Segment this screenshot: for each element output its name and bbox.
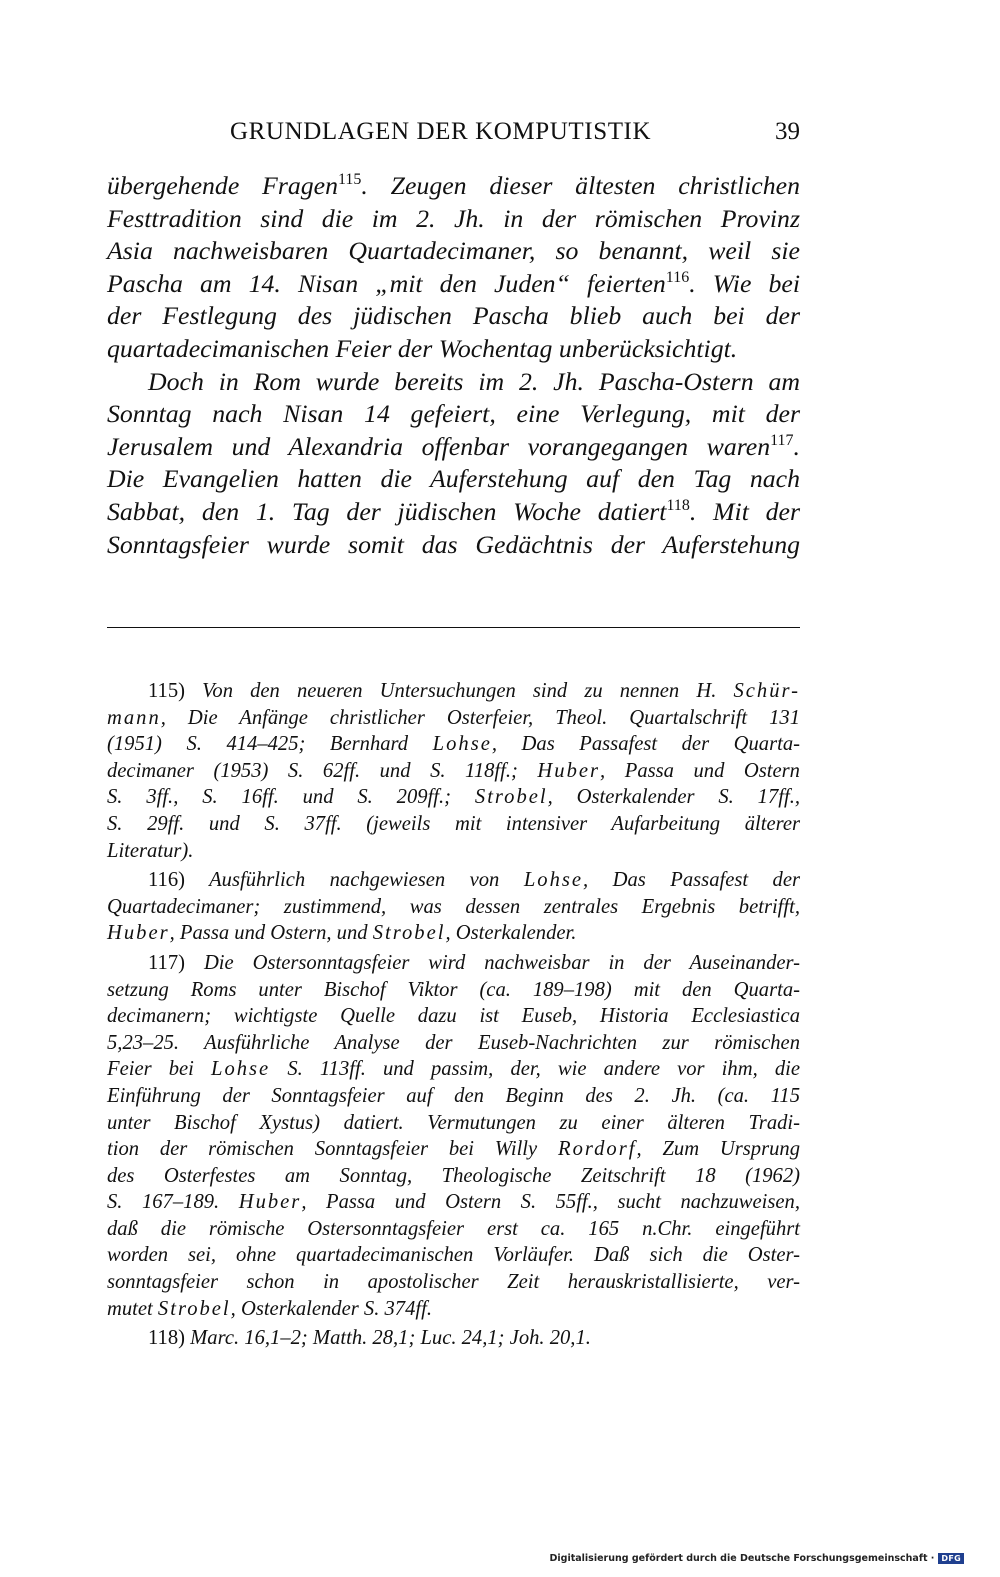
credit-text: Digitalisierung gefördert durch die Deutsche Forschungsgemeinschaft · [549, 1553, 935, 1564]
footnote-117-line: setzung Roms unter Bischof Viktor (ca. 189–198) mit den Quarta- [107, 978, 800, 1001]
text-line: der Festlegung des jüdischen Pascha blieb auch bei der [107, 301, 800, 331]
text-line: übergehende Fragen$^{115}$. Zeugen dieser ältesten christlichen [107, 171, 800, 200]
footnote-117-line: sonntagsfeier schon in apostolischer Zeit herauskristallisierte, ver- [107, 1271, 800, 1294]
footnote-115-line: 115) Von den neueren Untersuchungen sind zu nennen H. Schür- [148, 680, 800, 702]
author-name: Strobel [372, 922, 446, 945]
text-line: Sabbat, den 1. Tag der jüdischen Woche datiert$^{118}$. Mit der [107, 496, 801, 526]
footnote-117-line: S. 167–189. Huber, Passa und Ostern S. 55ff., sucht nachzuweisen, [107, 1191, 800, 1214]
footnote-117-line: worden sei, ohne quartadecimanischen Vorläufer. Daß sich die Oster- [107, 1244, 800, 1267]
footnote-117-line: tion der römischen Sonntagsfeier bei Willy Rordorf, Zum Ursprung [107, 1138, 800, 1161]
running-header [107, 112, 800, 152]
running-title: GRUNDLAGEN DER KOMPUTISTIK [230, 118, 652, 145]
text-line: Pascha am 14. Nisan „mit den Juden“ feierten$^{116}$. Wie bei [107, 268, 801, 298]
footnote-number: 117) [148, 951, 185, 974]
author-name: Huber [238, 1191, 302, 1214]
footnote-117-line: unter Bischof Xystus) datiert. Vermutungen zu einer älteren Tradi- [107, 1111, 800, 1134]
digitization-credit [550, 1553, 964, 1564]
page-number: 39 [775, 118, 800, 145]
footnote-117-line: decimanern; wichtigste Quelle dazu ist Euseb, Historia Ecclesiastica [107, 1005, 800, 1028]
footnote-117-line: Feier bei Lohse S. 113ff. und passim, der, wie andere vor ihm, die [107, 1058, 800, 1081]
footnote-ref[interactable]: 118 [666, 497, 690, 515]
footnote-separator [107, 627, 800, 628]
text-line: Die Evangelien hatten die Auferstehung auf den Tag nach [107, 464, 800, 494]
dfg-logo-icon: DFG [938, 1553, 964, 1564]
footnote-117-line: 5,23–25. Ausführliche Analyse der Euseb-Nachrichten zur römischen [107, 1031, 800, 1054]
text-line: Asia nachweisbaren Quartadecimaner, so benannt, weil sie [107, 236, 800, 266]
footnote-116-line: 116) Ausführlich nachgewiesen von Lohse, Das Passafest der [148, 869, 800, 892]
footnote-117-line: 117) Die Ostersonntagsfeier wird nachweisbar in der Auseinander- [148, 951, 800, 974]
text-line: Sonntag nach Nisan 14 gefeiert, eine Verlegung, mit der [107, 399, 800, 429]
author-name: Strobel [157, 1297, 231, 1320]
footnote-117-line: mutet Strobel, Osterkalender S. 374ff. [107, 1297, 432, 1320]
text-line: Sonntagsfeier wurde somit das Gedächtnis der Auferstehung [107, 529, 800, 559]
footnote-116-line: Quartadecimaner; zustimmend, was dessen zentrales Ergebnis betrifft, [107, 895, 800, 918]
author-name: Huber [107, 922, 170, 945]
footnote-117-line: Einführung der Sonntagsfeier auf den Beginn des 2. Jh. (ca. 115 [107, 1084, 800, 1107]
footnote-115-line: S. 29ff. und S. 37ff. (jeweils mit intensiver Aufarbeitung älterer [107, 812, 800, 835]
footnote-115-line: Literatur). [107, 839, 194, 862]
footnote-115-line: (1951) S. 414–425; Bernhard Lohse, Das Passafest der Quarta- [107, 733, 800, 756]
text-line: Festtradition sind die im 2. Jh. in der römischen Provinz [107, 203, 800, 233]
footnote-115-line: mann, Die Anfänge christlicher Osterfeier, Theol. Quartalschrift 131 [107, 706, 800, 729]
footnote-115-line: S. 3ff., S. 16ff. und S. 209ff.; Strobel, Osterkalender S. 17ff., [107, 786, 800, 809]
text-line: quartadecimanischen Feier der Wochentag unberücksichtigt. [107, 333, 738, 363]
footnote-116-line: Huber, Passa und Ostern, und Strobel, Osterkalender. [107, 922, 577, 945]
footnote-118-line: 118) Marc. 16,1–2; Matth. 28,1; Luc. 24,1; Joh. 20,1. [148, 1327, 591, 1350]
footnote-117-line: daß die römische Ostersonntagsfeier erst ca. 165 n.Chr. eingeführt [107, 1217, 800, 1240]
footnote-number: 115) [148, 680, 185, 702]
footnote-number: 116) [148, 869, 185, 892]
footnote-number: 118) [148, 1327, 185, 1350]
footnote-ref[interactable]: 117 [770, 431, 794, 449]
footnotes [107, 678, 800, 1352]
author-name: Rordorf [558, 1138, 637, 1161]
footnote-ref[interactable]: 115 [338, 171, 362, 189]
text-line: Doch in Rom wurde bereits im 2. Jh. Pascha-Ostern am [148, 366, 800, 396]
author-name: Lohse [432, 733, 492, 756]
text-line: Jerusalem und Alexandria offenbar vorangegangen waren$^{117}$. [107, 431, 800, 461]
main-text [107, 170, 800, 561]
footnote-115-line: decimaner (1953) S. 62ff. und S. 118ff.; Huber, Passa und Ostern [107, 759, 800, 782]
footnote-117-line: des Osterfestes am Sonntag, Theologische Zeitschrift 18 (1962) [107, 1164, 800, 1187]
author-name: Lohse [211, 1058, 271, 1081]
author-name: Schür- [733, 680, 800, 702]
author-name: Lohse [523, 869, 584, 892]
author-name: Huber [537, 759, 601, 782]
footnote-ref[interactable]: 116 [665, 268, 690, 286]
author-name: Strobel [474, 786, 548, 809]
